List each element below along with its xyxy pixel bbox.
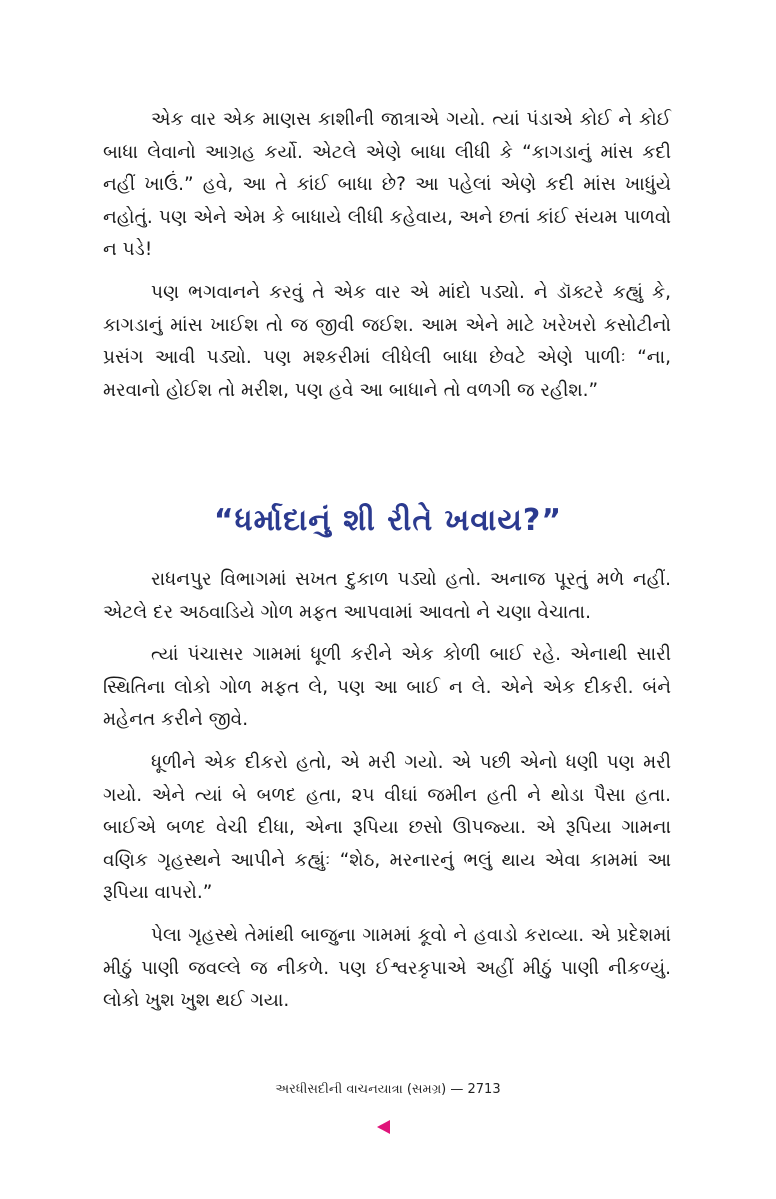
story-two-paragraph-1: રાધનપુર વિભાગમાં સખત દુકાળ પડ્યો હતો. અનાજ પૂરતું મળે નહીં. એટલે દર અઠવાડિયે ગોળ મફત આપવામાં આવતો ને ચણા વેચાતા. <box>103 569 671 623</box>
story-two-title: “ધર્માદાનું શી રીતે ખવાય?” <box>213 503 563 538</box>
story-one-paragraph-2: પણ ભગવાનને કરવું તે એક વાર એ માંદો પડ્યો. ને ડૉક્ટરે કહ્યું કે, કાગડાનું માંસ ખાઈશ તો જ જીવી જઈશ. આમ એને માટે ખરેખરો કસોટીનો પ્રસંગ આવી પડ્યો. પણ મશ્કરીમાં લીધેલી બાધા છેવટે એણે પાળીઃ “ના, મરવાનો હોઈશ તો મરીશ, પણ હવે આ બાધાને તો વળગી જ રહીશ.” <box>103 281 671 401</box>
story-one-text <box>103 104 671 417</box>
story-two-paragraph-3: ધૂળીને એક દીકરો હતો, એ મરી ગયો. એ પછી એનો ધણી પણ મરી ગયો. એને ત્યાં બે બળદ હતા, ૨૫ વીઘાં જમીન હતી ને થોડા પૈસા હતા. બાઈએ બળદ વેચી દીધા, એના રૂપિયા છસો ઊપજ્યા. એ રૂપિયા ગામના વણિક ગૃહસ્થને આપીને કહ્યુંઃ “શેઠ, મરનારનું ભલું થાય એવા કામમાં આ રૂપિયા વાપરો.” <box>103 751 671 904</box>
story-two-paragraph-4: પેલા ગૃહસ્થે તેમાંથી બાજુના ગામમાં કૂવો ને હવાડો કરાવ્યા. એ પ્રદેશમાં મીઠું પાણી જવલ્લે જ નીકળે. પણ ઈશ્વરકૃપાએ અહીં મીઠું પાણી નીકળ્યું. લોકો ખુશ ખુશ થઈ ગયા. <box>103 924 671 1012</box>
story-two-paragraph-2: ત્યાં પંચાસર ગામમાં ધૂળી કરીને એક કોળી બાઈ રહે. એનાથી સારી સ્થિતિના લોકો ગોળ મફત લે, પણ આ બાઈ ન લે. એને એક દીકરી. બંને મહેનત કરીને જીવે. <box>103 644 671 731</box>
previous-page-triangle-icon[interactable] <box>377 1120 390 1134</box>
page-footer: અરધીસદીની વાચનયાત્રા (સમગ્ર) — 2713 <box>275 1082 501 1097</box>
story-one-paragraph-1: એક વાર એક માણસ કાશીની જાત્રાએ ગયો. ત્યાં પંડાએ કોઈ ને કોઈ બાધા લેવાનો આગ્રહ કર્યો. એટલે એણે બાધા લીધી કે “કાગડાનું માંસ કદી નહીં ખાઉં.” હવે, આ તે કાંઈ બાધા છે? આ પહેલાં એણે કદી માંસ ખાધુંયે નહોતું. પણ એને એમ કે બાધાયે લીધી કહેવાય, અને છતાં કાંઈ સંયમ પાળવો ન પડે! <box>103 109 671 261</box>
story-two-text <box>103 564 671 1028</box>
